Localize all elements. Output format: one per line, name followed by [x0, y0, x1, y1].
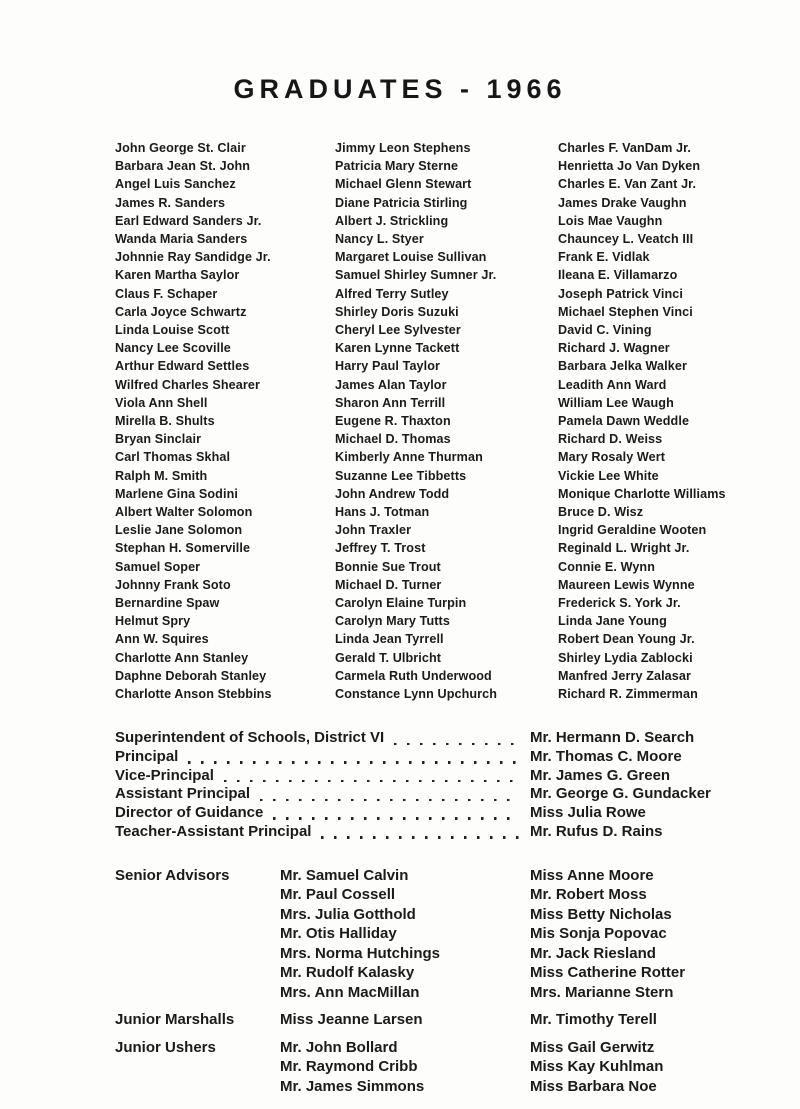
advisor-name: Mr. Robert Moss	[530, 886, 647, 904]
graduate-name: Diane Patricia Stirling	[335, 195, 468, 210]
staff-list	[115, 729, 740, 841]
staff-row-assistant-principal	[115, 785, 740, 804]
staff-row-teacher-assistant-principal	[115, 823, 740, 842]
graduate-name: Claus F. Schaper	[115, 286, 218, 301]
dotted-leader	[224, 780, 520, 782]
graduate-name: Mirella B. Shults	[115, 414, 215, 429]
graduate-name: Leadith Ann Ward	[558, 377, 667, 392]
graduate-name: John George St. Clair	[115, 141, 246, 155]
advisor-name: Mrs. Norma Hutchings	[280, 944, 441, 962]
graduate-name: Vickie Lee White	[558, 468, 659, 483]
graduate-name: Frederick S. York Jr.	[558, 596, 681, 611]
staff-row-director-of-guidance	[115, 804, 740, 823]
graduate-name: Eugene R. Thaxton	[335, 414, 451, 429]
graduate-name: Frank E. Vidlak	[558, 250, 650, 265]
graduate-name: Gerald T. Ulbricht	[335, 650, 442, 665]
advisor-name: Mr. Otis Halliday	[280, 925, 397, 943]
graduate-name: Bernardine Spaw	[115, 596, 220, 611]
staff-name: Mr. Thomas C. Moore	[530, 748, 682, 765]
advisor-group-senior-advisors	[115, 866, 740, 1003]
advisor-name: Miss Anne Moore	[530, 866, 654, 884]
advisor-group-label: Junior Marshalls	[115, 1011, 235, 1029]
graduate-name: Margaret Louise Sullivan	[335, 250, 487, 265]
advisor-group-label: Junior Ushers	[115, 1038, 216, 1056]
advisor-name: Miss Barbara Noe	[530, 1077, 657, 1095]
staff-name: Mr. Hermann D. Search	[530, 729, 695, 747]
graduate-name: Wanda Maria Sanders	[115, 232, 248, 247]
staff-role: Teacher-Assistant Principal	[115, 822, 312, 840]
graduate-name: Michael D. Turner	[335, 577, 442, 592]
graduate-name: Karen Lynne Tackett	[335, 341, 460, 356]
graduate-name: David C. Vining	[558, 323, 652, 338]
staff-row-superintendent	[115, 729, 740, 748]
graduate-name: Alfred Terry Sutley	[335, 286, 449, 301]
dotted-leader	[394, 743, 520, 745]
graduate-name: Bruce D. Wisz	[558, 505, 644, 520]
advisor-name: Miss Kay Kuhlman	[530, 1058, 664, 1076]
graduate-name: Carolyn Mary Tutts	[335, 614, 450, 629]
graduate-name: Marlene Gina Sodini	[115, 486, 238, 501]
graduate-name: Samuel Soper	[115, 559, 201, 574]
graduates-column-2	[335, 139, 558, 703]
graduate-name: Carla Joyce Schwartz	[115, 304, 247, 319]
advisor-group-label: Senior Advisors	[115, 866, 230, 884]
graduate-name: Charles F. VanDam Jr.	[558, 141, 691, 155]
dotted-leader	[321, 836, 520, 838]
graduate-name: Charles E. Van Zant Jr.	[558, 177, 697, 192]
advisor-names-left	[280, 1010, 530, 1030]
advisor-name: Mr. Paul Cossell	[280, 886, 396, 904]
graduate-name: Joseph Patrick Vinci	[558, 286, 683, 301]
dotted-leader	[188, 761, 520, 763]
graduates-list	[115, 139, 755, 703]
graduate-name: Carl Thomas Skhal	[115, 450, 231, 465]
graduate-name: Jeffrey T. Trost	[335, 541, 426, 556]
staff-role: Director of Guidance	[115, 804, 264, 822]
staff-name: Mr. James G. Green	[530, 766, 671, 784]
graduate-name: Richard J. Wagner	[558, 341, 670, 356]
graduate-name: Ingrid Geraldine Wooten	[558, 523, 707, 538]
graduate-name: Linda Jean Tyrrell	[335, 632, 444, 647]
graduate-name: Reginald L. Wright Jr.	[558, 541, 690, 556]
staff-name: Mr. Rufus D. Rains	[530, 822, 663, 840]
graduate-name: Manfred Jerry Zalasar	[558, 668, 691, 683]
graduate-name: Maureen Lewis Wynne	[558, 577, 695, 592]
graduate-name: Hans J. Totman	[335, 505, 430, 520]
advisor-name: Mr. Raymond Cribb	[280, 1058, 418, 1076]
graduate-name: Wilfred Charles Shearer	[115, 377, 260, 392]
advisor-name: Mrs. Marianne Stern	[530, 983, 674, 1001]
graduate-name: Bonnie Sue Trout	[335, 559, 441, 574]
advisors-section	[115, 866, 740, 1097]
staff-name: Mr. George G. Gundacker	[530, 785, 711, 803]
graduate-name: Michael Glenn Stewart	[335, 177, 472, 192]
graduate-name: Richard R. Zimmerman	[558, 687, 698, 702]
graduate-name: Albert J. Strickling	[335, 213, 449, 228]
graduate-name: Monique Charlotte Williams	[558, 486, 726, 501]
advisor-names-left	[280, 866, 530, 1003]
graduate-name: Suzanne Lee Tibbetts	[335, 468, 467, 483]
advisor-group-junior-ushers	[115, 1038, 740, 1097]
graduate-name: Bryan Sinclair	[115, 432, 202, 447]
advisor-names-right	[530, 1010, 740, 1030]
graduate-name: Karen Martha Saylor	[115, 268, 240, 283]
advisor-name: Miss Catherine Rotter	[530, 964, 686, 982]
staff-role: Principal	[115, 748, 179, 765]
graduate-name: Harry Paul Taylor	[335, 359, 441, 374]
graduate-name: Linda Jane Young	[558, 614, 667, 629]
graduate-name: Carolyn Elaine Turpin	[335, 596, 467, 611]
graduate-name: Shirley Lydia Zablocki	[558, 650, 693, 665]
graduate-name: Daphne Deborah Stanley	[115, 668, 267, 683]
graduate-name: Nancy Lee Scoville	[115, 341, 231, 356]
graduate-name: Mary Rosaly Wert	[558, 450, 666, 465]
graduate-name: William Lee Waugh	[558, 395, 674, 410]
graduate-name: James Drake Vaughn	[558, 195, 687, 210]
advisor-name: Mr. John Bollard	[280, 1038, 398, 1056]
graduate-name: Constance Lynn Upchurch	[335, 687, 498, 702]
advisor-name: Mrs. Ann MacMillan	[280, 983, 420, 1001]
graduate-name: Michael Stephen Vinci	[558, 304, 693, 319]
graduate-name: Linda Louise Scott	[115, 323, 230, 338]
graduate-name: Ralph M. Smith	[115, 468, 208, 483]
graduate-name: Pamela Dawn Weddle	[558, 414, 690, 429]
graduate-name: Henrietta Jo Van Dyken	[558, 159, 701, 174]
graduate-name: Barbara Jelka Walker	[558, 359, 687, 374]
advisor-name: Mr. James Simmons	[280, 1077, 425, 1095]
graduate-name: Chauncey L. Veatch III	[558, 232, 694, 247]
advisor-name: Mr. Rudolf Kalasky	[280, 964, 415, 982]
page-title: GRADUATES - 1966	[233, 74, 567, 104]
advisor-group-junior-marshalls	[115, 1010, 740, 1030]
staff-role: Assistant Principal	[115, 785, 251, 803]
graduate-name: Viola Ann Shell	[115, 395, 208, 410]
advisor-name: Mrs. Julia Gotthold	[280, 905, 416, 923]
graduate-name: Albert Walter Solomon	[115, 505, 253, 520]
graduate-name: Johnny Frank Soto	[115, 577, 231, 592]
graduate-name: Arthur Edward Settles	[115, 359, 250, 374]
graduate-name: Earl Edward Sanders Jr.	[115, 213, 262, 228]
advisor-name: Miss Jeanne Larsen	[280, 1011, 423, 1029]
graduate-name: Lois Mae Vaughn	[558, 213, 663, 228]
staff-row-principal	[115, 748, 740, 767]
graduate-name: Cheryl Lee Sylvester	[335, 323, 461, 338]
graduate-name: Connie E. Wynn	[558, 559, 656, 574]
staff-row-vice-principal	[115, 767, 740, 786]
staff-name: Miss Julia Rowe	[530, 804, 646, 822]
graduate-name: Charlotte Ann Stanley	[115, 650, 249, 665]
graduate-name: Nancy L. Styer	[335, 232, 424, 247]
graduate-name: James R. Sanders	[115, 195, 226, 210]
advisor-name: Mis Sonja Popovac	[530, 925, 667, 943]
advisor-name: Miss Gail Gerwitz	[530, 1038, 655, 1056]
graduate-name: John Traxler	[335, 523, 412, 538]
graduate-name: Carmela Ruth Underwood	[335, 668, 492, 683]
advisor-names-right	[530, 866, 740, 1003]
advisor-names-left	[280, 1038, 530, 1097]
dotted-leader	[273, 817, 520, 819]
graduate-name: Michael D. Thomas	[335, 432, 451, 447]
graduate-name: Charlotte Anson Stebbins	[115, 687, 272, 702]
graduate-name: Stephan H. Somerville	[115, 541, 251, 556]
graduate-name: Johnnie Ray Sandidge Jr.	[115, 250, 271, 265]
graduate-name: Helmut Spry	[115, 614, 191, 629]
graduate-name: Angel Luis Sanchez	[115, 177, 236, 192]
graduate-name: Sharon Ann Terrill	[335, 395, 446, 410]
graduates-column-1	[115, 139, 335, 703]
graduate-name: Shirley Doris Suzuki	[335, 304, 459, 319]
graduate-name: Robert Dean Young Jr.	[558, 632, 695, 647]
graduate-name: Barbara Jean St. John	[115, 159, 251, 174]
graduate-name: Richard D. Weiss	[558, 432, 663, 447]
graduate-name: John Andrew Todd	[335, 486, 450, 501]
advisor-names-right	[530, 1038, 740, 1097]
graduate-name: Patricia Mary Sterne	[335, 159, 459, 174]
advisor-name: Mr. Samuel Calvin	[280, 866, 409, 884]
advisor-name: Mr. Timothy Terell	[530, 1011, 657, 1029]
dotted-leader	[260, 799, 520, 801]
staff-role: Superintendent of Schools, District VI	[115, 729, 385, 747]
graduate-name: Samuel Shirley Sumner Jr.	[335, 268, 497, 283]
graduate-name: Ileana E. Villamarzo	[558, 268, 678, 283]
graduate-name: Leslie Jane Solomon	[115, 523, 243, 538]
graduate-name: James Alan Taylor	[335, 377, 447, 392]
staff-role: Vice-Principal	[115, 766, 214, 784]
graduate-name: Ann W. Squires	[115, 632, 209, 647]
advisor-name: Mr. Jack Riesland	[530, 944, 656, 962]
advisor-name: Miss Betty Nicholas	[530, 905, 672, 923]
graduate-name: Kimberly Anne Thurman	[335, 450, 483, 465]
graduate-name: Jimmy Leon Stephens	[335, 141, 471, 155]
graduates-column-3	[558, 139, 726, 703]
